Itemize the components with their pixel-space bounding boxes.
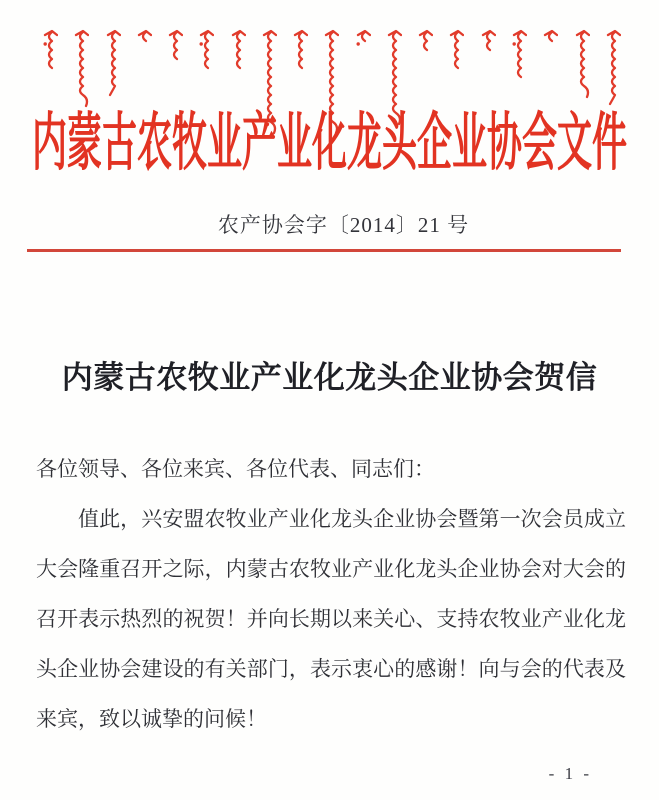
body-line: 大会隆重召开之际，内蒙古农牧业产业化龙头企业协会对大会的 [36, 557, 626, 581]
mongolian-word [355, 28, 371, 62]
body-line: 值此，兴安盟农牧业产业化龙头企业协会暨第一次会员成立 [78, 507, 626, 531]
body-line: 来宾，致以诚挚的问候！ [36, 707, 267, 731]
mongolian-word [42, 28, 58, 89]
masthead-title: 内蒙古农牧业产业化龙头企业协会文件 [31, 108, 627, 179]
mongolian-word [605, 28, 621, 118]
letter-heading: 内蒙古农牧业产业化龙头企业协会贺信 [61, 360, 598, 395]
mongolian-word [448, 28, 464, 88]
mongolian-word [511, 28, 527, 102]
mongolian-word [198, 28, 214, 94]
mongolian-word [230, 28, 246, 90]
body-line: 头企业协会建设的有关部门，表示衷心的感谢！向与会的代表及 [36, 657, 626, 681]
salutation-line: 各位领导、各位来宾、各位代表、同志们： [36, 457, 435, 481]
mongolian-word [136, 28, 152, 61]
mongolian-word [105, 28, 121, 110]
mongolian-word [480, 28, 496, 74]
mongolian-word [292, 28, 308, 90]
body-paragraph [36, 505, 626, 755]
doc-number: 农产协会字〔2014〕21 号 [217, 213, 470, 237]
mongolian-word [167, 28, 183, 82]
body-line: 召开表示热烈的祝贺！并向长期以来关心、支持农牧业产业化龙 [36, 607, 626, 631]
mongolian-word [417, 28, 433, 72]
masthead-divider-line [27, 249, 621, 252]
mongolian-word [574, 28, 590, 106]
mongolian-word [73, 28, 89, 116]
mongolian-word [542, 28, 558, 66]
page-number: - 1 - [548, 764, 592, 783]
